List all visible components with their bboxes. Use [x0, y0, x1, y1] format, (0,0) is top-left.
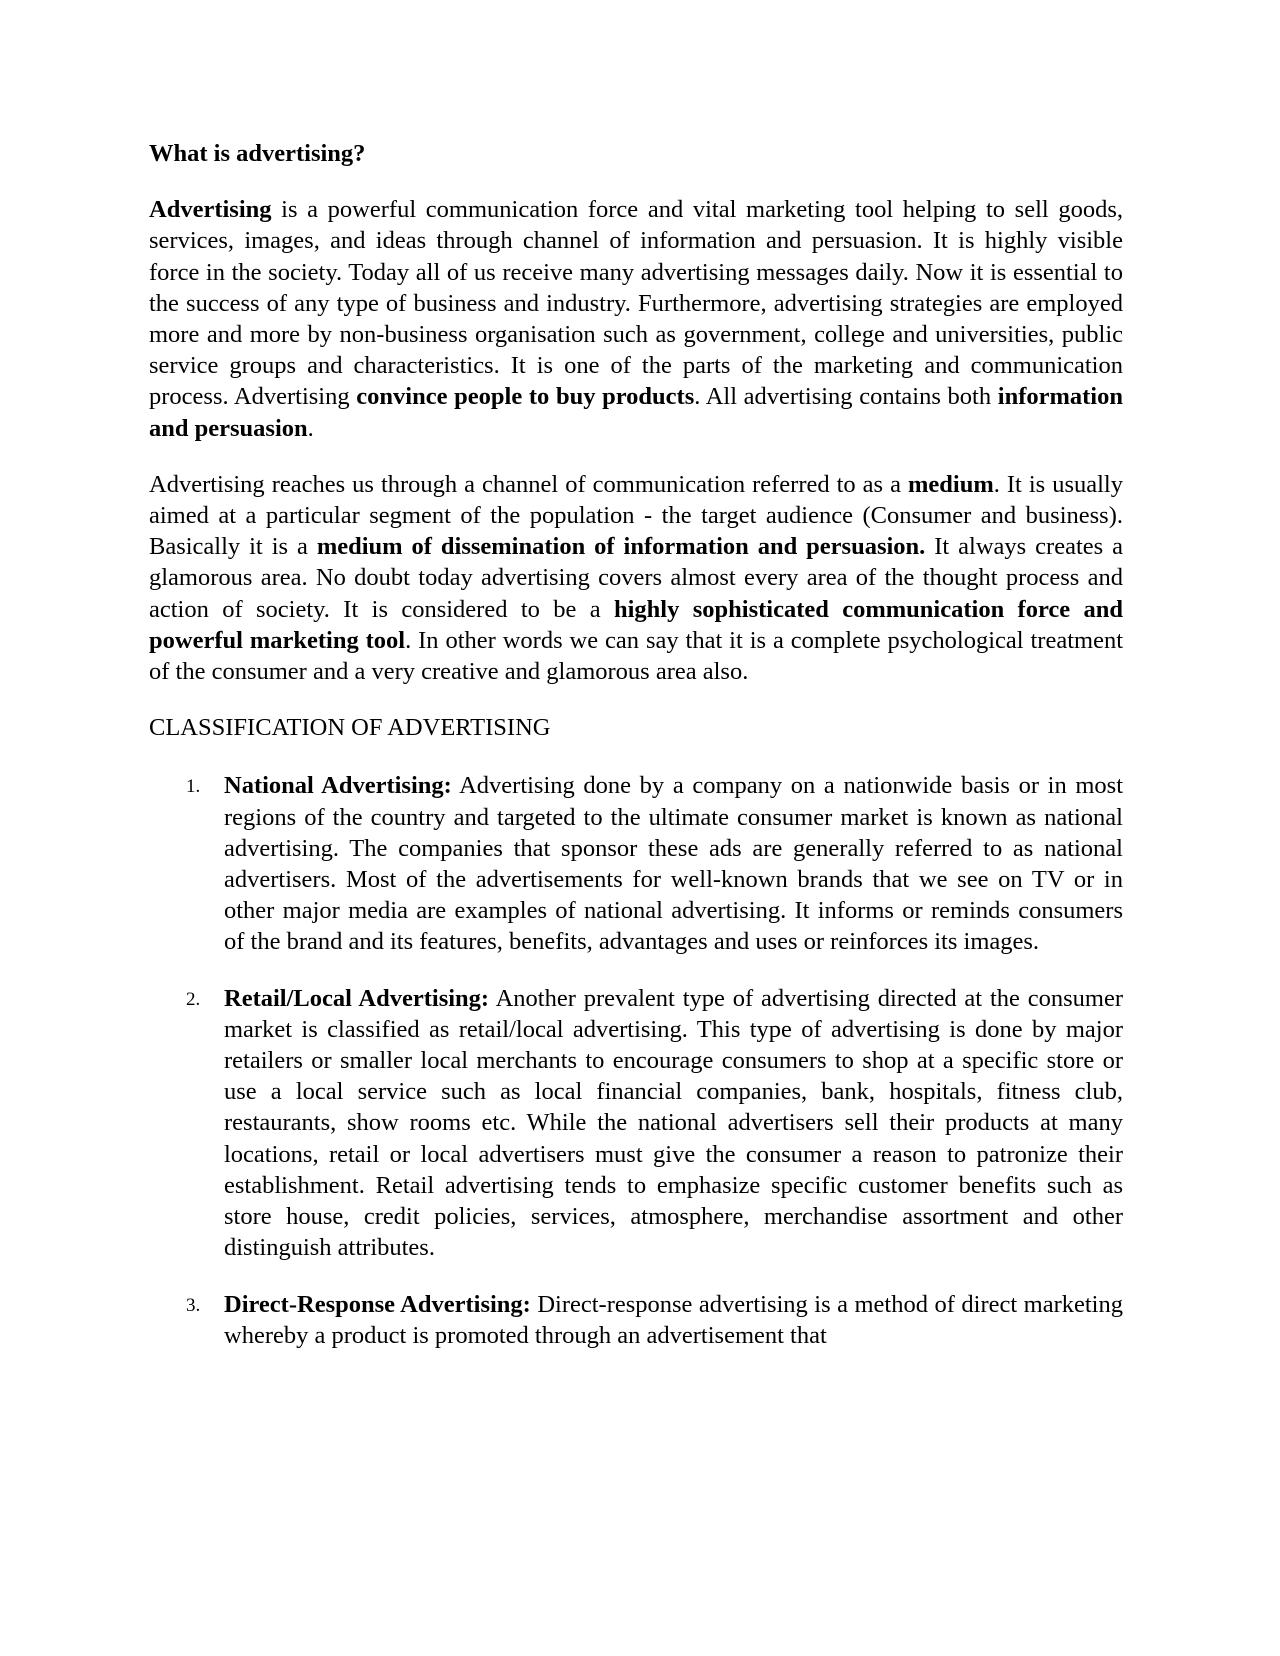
medium-paragraph — [149, 469, 1123, 687]
list-item-title: National Advertising: — [224, 772, 452, 800]
list-item-title: Retail/Local Advertising: — [224, 984, 490, 1012]
paragraph-text: . All advertising contains both — [694, 383, 998, 411]
paragraph-text: . It is usually aimed at a particular segment of the population - the target audience (Consumer and business). Basically it is a — [149, 470, 1123, 561]
bold-term: highly sophisticated communication force and powerful marketing tool — [149, 595, 1124, 654]
list-item-text: Advertising done by a company on a nationwide basis or in most regions of the country and targeted to the ultimate consumer market is known as national advertising. The companies that sponsor these ads are generally referred to as national advertisers. Most of the advertisements for well-known brands that we see on TV or in other major media are examples of national advertising. It informs or reminds consumers of the brand and its features, benefits, advantages and uses or reinforces its images. — [224, 772, 1123, 956]
document-page — [149, 138, 1123, 1376]
list-item-text: Direct-response advertising is a method of direct marketing whereby a product is promoted through an advertisement that — [224, 1290, 1123, 1349]
paragraph-text: . — [307, 414, 314, 442]
classification-list — [149, 770, 1123, 1350]
list-item-title: Direct-Response Advertising: — [224, 1290, 531, 1318]
bold-term: information and persuasion — [149, 383, 1123, 442]
intro-paragraph — [149, 194, 1123, 444]
list-item — [149, 1289, 1123, 1351]
list-item — [149, 770, 1123, 957]
paragraph-text: It always creates a glamorous area. No doubt today advertising covers almost every area of the thought process and action of society. It is considered to be a — [149, 533, 1123, 623]
paragraph-text: . In other words we can say that it is a complete psychological treatment of the consumer and a very creative and glamorous area also. — [149, 626, 1123, 686]
paragraph-text: Advertising reaches us through a channel of communication referred to as a — [149, 470, 908, 498]
document-heading: What is advertising? — [149, 140, 366, 167]
section-title: CLASSIFICATION OF ADVERTISING — [149, 714, 551, 742]
bold-term: Advertising — [149, 196, 272, 224]
bold-term: medium — [908, 470, 994, 498]
bold-term: convince people to buy products — [356, 383, 695, 411]
list-item-text: Another prevalent type of advertising directed at the consumer market is classified as retail/local advertising. This type of advertising is done by major retailers or smaller local merchants to encourage consumers to shop at a specific store or use a local service such as local financial companies, bank, hospitals, fitness club, restaurants, show rooms etc. While the national advertisers sell their products at many locations, retail or local advertisers must give the consumer a reason to patronize their establishment. Retail advertising tends to emphasize specific customer benefits such as store house, credit policies, services, atmosphere, merchandise assortment and other distinguish attributes. — [224, 984, 1123, 1262]
list-number: 3. — [186, 1294, 201, 1316]
paragraph-text: is a powerful communication force and vital marketing tool helping to sell goods, services, images, and ideas through channel of information and persuasion. It is highly visible force in the society. Today all of us receive many advertising messages daily. Now it is essential to the success of any type of business and industry. Furthermore, advertising strategies are employed more and more by non-business organisation such as government, college and universities, public service groups and characteristics. It is one of the parts of the marketing and communication process. Advertising — [149, 196, 1123, 411]
list-number: 2. — [186, 988, 201, 1010]
bold-term: medium of dissemination of information and persuasion. — [316, 533, 926, 561]
list-number: 1. — [186, 776, 201, 798]
list-item — [149, 983, 1123, 1264]
